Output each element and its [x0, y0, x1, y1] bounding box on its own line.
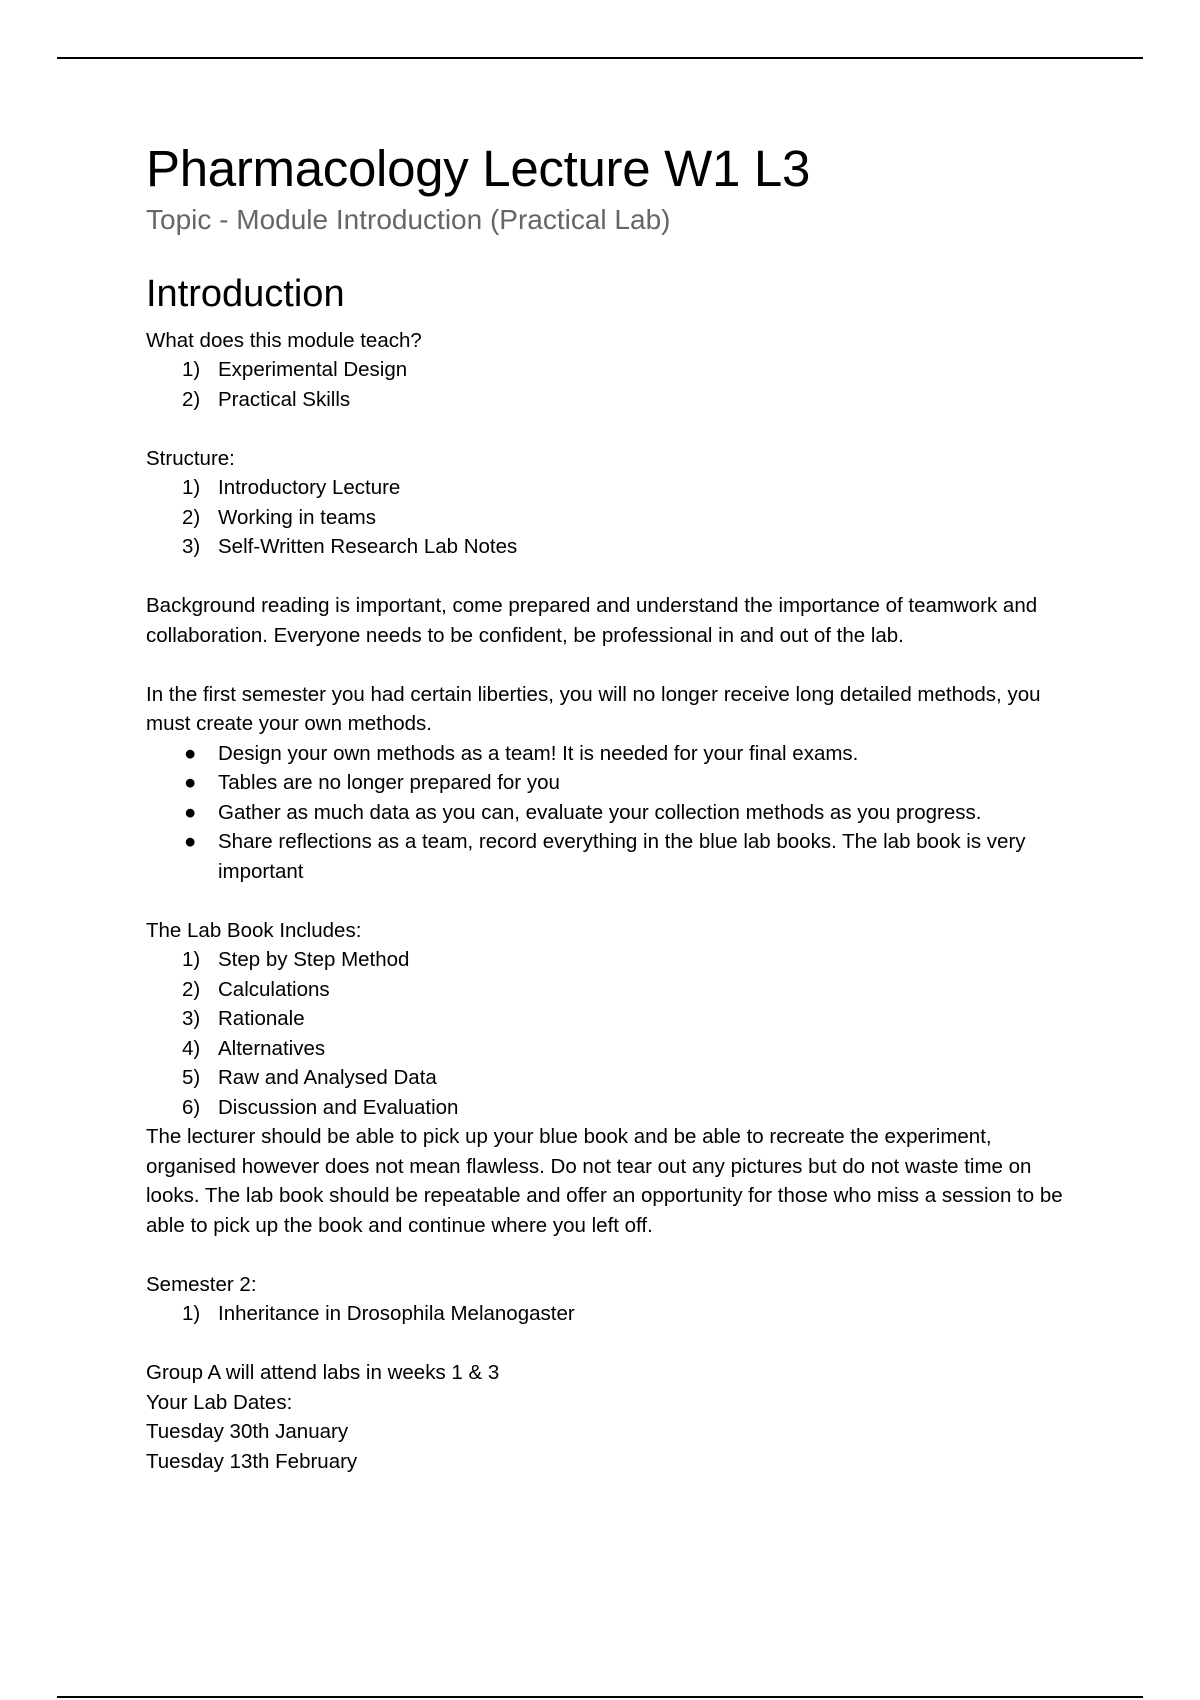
structure-list	[146, 473, 1066, 562]
list-number: 3)	[182, 1007, 201, 1031]
list-item-text: Experimental Design	[218, 358, 408, 382]
list-number: 6)	[182, 1095, 201, 1119]
list-item-text: Share reflections as a team, record everything in the blue lab books. The lab book is very important	[218, 830, 1026, 883]
spacer	[146, 886, 1066, 916]
list-item	[146, 739, 1066, 769]
module-list	[146, 355, 1066, 414]
spacer	[146, 1329, 1066, 1359]
list-item-text: Rationale	[218, 1007, 305, 1031]
list-item-text: Design your own methods as a team! It is needed for your final exams.	[218, 741, 859, 765]
list-item-text: Working in teams	[218, 505, 376, 529]
lab-date: Tuesday 13th February	[146, 1449, 358, 1473]
list-item	[146, 503, 1066, 533]
list-number: 5)	[182, 1066, 201, 1090]
lab-dates-label: Your Lab Dates:	[146, 1390, 293, 1414]
spacer	[146, 562, 1066, 592]
list-item	[146, 1063, 1066, 1093]
methods-paragraph: In the first semester you had certain liberties, you will no longer receive long detailed methods, you must create your own methods.	[146, 682, 1041, 736]
list-item	[146, 798, 1066, 828]
list-number: 4)	[182, 1036, 201, 1060]
list-item-text: Discussion and Evaluation	[218, 1095, 459, 1119]
list-number: 2)	[182, 977, 201, 1001]
document-title: Pharmacology Lecture W1 L3	[146, 140, 811, 197]
list-item	[146, 1093, 1066, 1123]
list-number: 2)	[182, 505, 201, 529]
lecturer-paragraph: The lecturer should be able to pick up your blue book and be able to recreate the experiment, organised however does not mean flawless. Do not tear out any pictures but do not waste time on looks. The lab book should be repeatable and offer an opportunity for those who miss a session to be able to pick up the book and continue where you left off.	[146, 1125, 1063, 1237]
list-item	[146, 532, 1066, 562]
module-question: What does this module teach?	[146, 328, 422, 352]
bullet-icon: ●	[184, 741, 197, 765]
spacer	[146, 650, 1066, 680]
labbook-list	[146, 945, 1066, 1122]
bullet-icon: ●	[184, 800, 197, 824]
lab-date: Tuesday 30th January	[146, 1420, 349, 1444]
list-item	[146, 975, 1066, 1005]
list-number: 3)	[182, 535, 201, 559]
list-item-text: Raw and Analysed Data	[218, 1066, 437, 1090]
list-item	[146, 1034, 1066, 1064]
list-number: 1)	[182, 476, 201, 500]
document-subtitle: Topic - Module Introduction (Practical Lab)	[146, 203, 671, 235]
list-number: 1)	[182, 1302, 201, 1326]
spacer	[146, 414, 1066, 444]
list-item	[146, 473, 1066, 503]
list-item	[146, 1299, 1066, 1329]
list-item-text: Tables are no longer prepared for you	[218, 771, 560, 795]
list-item-text: Calculations	[218, 977, 330, 1001]
labbook-label: The Lab Book Includes:	[146, 918, 362, 942]
list-item	[146, 827, 1066, 886]
list-item-text: Alternatives	[218, 1036, 326, 1060]
list-item-text: Self-Written Research Lab Notes	[218, 535, 518, 559]
list-item-text: Practical Skills	[218, 387, 351, 411]
list-item	[146, 1004, 1066, 1034]
bullet-icon: ●	[184, 771, 197, 795]
structure-label: Structure:	[146, 446, 235, 470]
background-paragraph: Background reading is important, come prepared and understand the importance of teamwork and collaboration. Everyone needs to be confident, be professional in and out of the lab.	[146, 594, 1038, 647]
list-item-text: Inheritance in Drosophila Melanogaster	[218, 1302, 575, 1326]
section-heading-introduction: Introduction	[146, 273, 345, 316]
list-item	[146, 945, 1066, 975]
top-divider	[57, 57, 1143, 59]
list-item	[146, 355, 1066, 385]
list-item-text: Gather as much data as you can, evaluate your collection methods as you progress.	[218, 800, 982, 824]
methods-bullet-list	[146, 739, 1066, 887]
document-page	[146, 140, 1066, 1476]
list-item	[146, 768, 1066, 798]
list-item-text: Step by Step Method	[218, 948, 410, 972]
group-line: Group A will attend labs in weeks 1 & 3	[146, 1361, 500, 1385]
list-number: 2)	[182, 387, 201, 411]
semester-list	[146, 1299, 1066, 1329]
spacer	[146, 1240, 1066, 1270]
semester-label: Semester 2:	[146, 1272, 257, 1296]
list-number: 1)	[182, 358, 201, 382]
list-item-text: Introductory Lecture	[218, 476, 401, 500]
list-item	[146, 385, 1066, 415]
bottom-divider	[57, 1696, 1143, 1698]
bullet-icon: ●	[184, 830, 197, 854]
list-number: 1)	[182, 948, 201, 972]
